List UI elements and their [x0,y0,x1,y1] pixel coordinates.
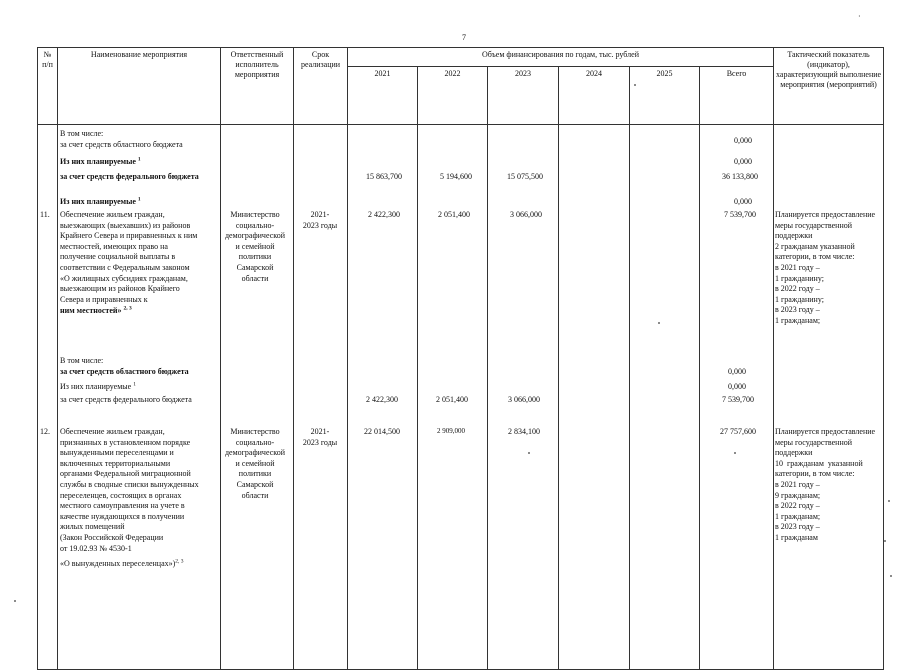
header-total: Всего [700,67,774,125]
item12-2023: 2 834,100 [508,427,540,436]
scan-speck [634,84,636,86]
block1-regional-total: 0,000 [734,136,752,145]
page-number: 7 [462,33,466,42]
block1-in-total: В том числе: [60,129,104,138]
header-year-2021: 2021 [348,67,418,125]
item11-sub-federal-2022: 2 051,400 [436,395,468,404]
item12-num: 12. [40,427,50,436]
item12-indicator: Планируется предоставление меры государственной поддержки 10 гражданам указанной категории, в том числе: в 2021 году – 9 гражданам; в 2022 году – 1 гражданам; в 2023 году – 1 гражданам [775,427,876,542]
header-name: Наименование мероприятия [58,48,221,125]
header-year-2025: 2025 [630,67,700,125]
item11-sub-federal-2021: 2 422,300 [366,395,398,404]
header-term: Срок реализации [294,48,348,125]
item12-name: Обеспечение жильем граждан, признанных в установленном порядке вынужденными переселенцами и включенных территориальными органами Федеральной миграционной службы в сводные списки вынужденных переселенцев, состоящих в органах местного самоуправления на учете в качестве нуждающихся в получении жилых помещений (Закон Российской Федерации от 19.02.93 № 4530-1 [60,427,199,553]
item11-num: 11. [40,210,50,219]
item11-sub-planned-label: Из них планируемые $^1$ [60,381,136,391]
header-funding: Объем финансирования по годам, тыс. рублей [348,48,774,67]
item12-2021: 22 014,500 [364,427,400,436]
item12-2022: 2 909,000 [437,427,465,435]
item11-sub-in-total: В том числе: [60,356,104,365]
block1-planned2-label: Из них планируемые $^1$ [60,196,141,206]
item12-total: 27 757,600 [720,427,756,436]
item12-name-last: «О вынужденных переселенцах»)$^{2, 3}$ [60,558,184,568]
item11-sub-federal-2023: 3 066,000 [508,395,540,404]
scan-speck [890,575,892,577]
header-num: № п/п [38,48,58,125]
item11-term: 2021- 2023 годы [302,210,338,230]
item11-indicator: Планируется предоставление меры государственной поддержки 2 гражданам указанной категории, в том числе: в 2021 году – 1 гражданину; в 2022 году – 1 гражданину; в 2023 году – 1 гражданам; [775,210,876,325]
block1-federal-2021: 15 863,700 [366,172,402,181]
scan-speck [734,452,736,454]
block1-planned-total: 0,000 [734,157,752,166]
block1-federal-label: за счет средств федерального бюджета [60,172,199,181]
item11-sub-federal-label: за счет средств федерального бюджета [60,395,192,404]
corner-mark: · [858,12,861,21]
scan-speck [884,540,886,542]
block1-planned2-total: 0,000 [734,197,752,206]
item11-2021: 2 422,300 [368,210,400,219]
block1-federal-2022: 5 194,600 [440,172,472,181]
header-year-2023: 2023 [488,67,559,125]
scan-speck [658,322,660,324]
item11-2022: 2 051,400 [438,210,470,219]
scan-speck [14,600,16,602]
item11-sub-regional-total: 0,000 [728,367,746,376]
header-executor: Ответственный исполнитель мероприятия [221,48,294,125]
block1-regional-label: за счет средств областного бюджета [60,140,183,149]
item11-sub-regional-label: за счет средств областного бюджета [60,367,189,376]
item11-sub-planned-total: 0,000 [728,382,746,391]
item11-name-last: ним местностей» $^{2, 3}$ [60,305,132,315]
item11-2023: 3 066,000 [510,210,542,219]
block1-federal-2023: 15 075,500 [507,172,543,181]
item11-executor: Министерство социально- демографической и семейной политики Самарской области [224,210,286,283]
item12-term: 2021- 2023 годы [302,427,338,447]
block1-federal-total: 36 133,800 [722,172,758,181]
item11-sub-federal-total: 7 539,700 [722,395,754,404]
block1-planned-label: Из них планируемые $^1$ [60,156,141,166]
item12-executor: Министерство социально- демографической и семейной политики Самарской области [224,427,286,500]
item11-total: 7 539,700 [724,210,756,219]
scan-speck [888,500,890,502]
header-indicator: Тактический показатель (индикатор), характеризующий выполнение мероприятия (мероприятий) [774,48,884,125]
header-year-2022: 2022 [418,67,488,125]
scan-speck [528,452,530,454]
header-year-2024: 2024 [559,67,630,125]
item11-name: Обеспечение жильем граждан, выезжающих (выехавших) из районов Крайнего Севера и приравненных к ним местностей, имеющих право на получение социальной выплаты в соответствии с Федеральным законом «О жилищных субсидиях гражданам, выезжающим из районов Крайнего Севера и приравненных к [60,210,198,304]
